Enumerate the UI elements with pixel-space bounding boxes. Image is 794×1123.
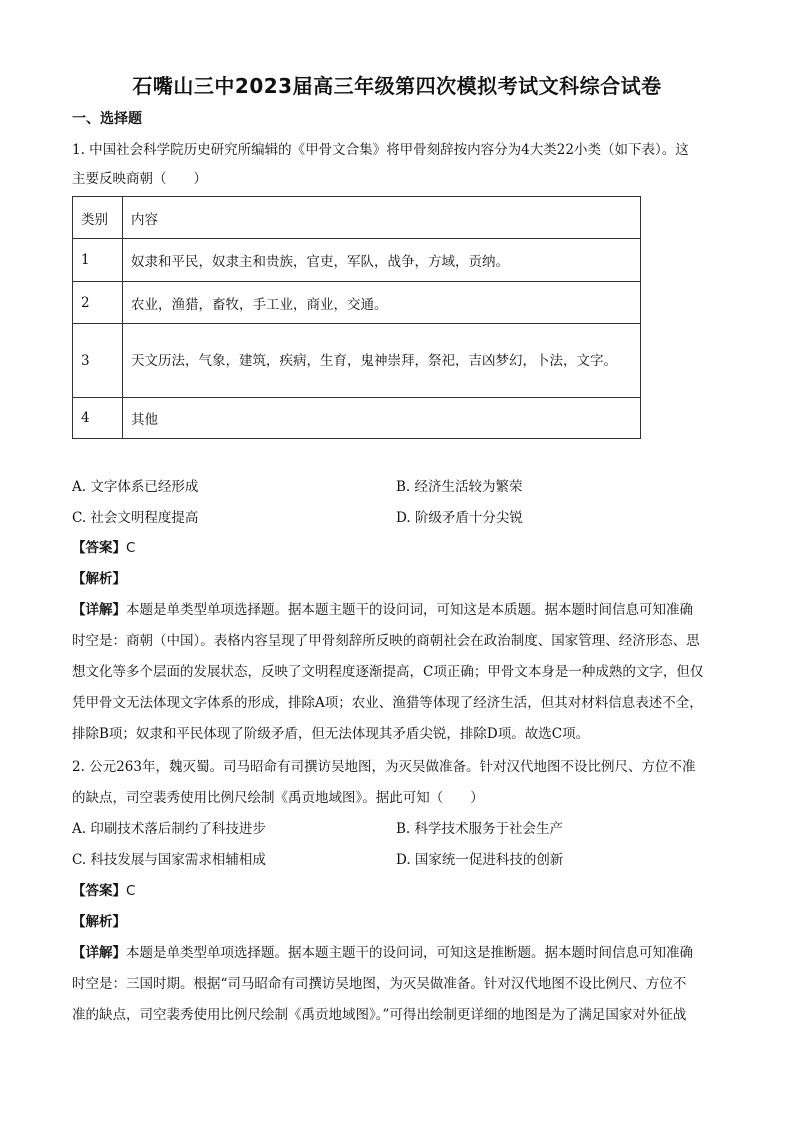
detail-tag: 【详解】 — [72, 945, 126, 961]
q1-option-c: C. 社会文明程度提高 — [72, 510, 199, 526]
q1-option-a: A. 文字体系已经形成 — [72, 479, 199, 495]
row-content: 奴隶和平民，奴隶主和贵族，官吏，军队，战争，方域，贡纳。 — [123, 239, 641, 282]
row-category: 3 — [73, 324, 123, 398]
header-category: 类别 — [73, 197, 123, 239]
answer-tag: 【答案】 — [72, 883, 126, 899]
q1-detail-line2: 时空是：商朝（中国）。表格内容呈现了甲骨刻辞所反映的商朝社会在政治制度、国家管理、经济形态、思 — [72, 633, 700, 649]
q1-stem-line2: 主要反映商朝（ ） — [72, 171, 207, 187]
q1-analysis-tag: 【解析】 — [72, 571, 126, 587]
q1-stem-line1: 1. 中国社会科学院历史研究所编辑的《甲骨文合集》将甲骨刻辞按内容分为4大类22小类（如下表）。这 — [72, 142, 689, 158]
header-content: 内容 — [123, 197, 641, 239]
q2-stem-line1: 2. 公元263年，魏灭蜀。司马昭命有司撰访吴地图，为灭吴做准备。针对汉代地图不设比例尺、方位不准 — [72, 759, 696, 775]
table-row — [73, 398, 641, 439]
answer-value: C — [126, 540, 136, 556]
answer-tag: 【答案】 — [72, 540, 126, 556]
q1-option-d: D. 阶级矛盾十分尖锐 — [396, 510, 523, 526]
q1-content-table — [72, 196, 641, 439]
q2-detail-line1 — [72, 943, 693, 963]
row-content: 农业，渔猎，畜牧，手工业，商业，交通。 — [123, 282, 641, 324]
q1-detail-line4: 凭甲骨文无法体现文字体系的形成，排除A项；农业、渔猎等体现了经济生活，但其对材料信息表述不全， — [72, 695, 703, 711]
row-content: 其他 — [123, 398, 641, 439]
row-content: 天文历法，气象，建筑，疾病，生育，鬼神崇拜，祭祀，吉凶梦幻，卜法，文字。 — [123, 324, 641, 398]
table-header-row — [73, 197, 641, 239]
table-row — [73, 324, 641, 398]
table-row — [73, 239, 641, 282]
q2-option-b: B. 科学技术服务于社会生产 — [396, 821, 564, 837]
detail-text: 本题是单类型单项选择题。据本题主题干的设问词，可知这是推断题。据本题时间信息可知准确 — [126, 945, 693, 961]
q1-detail-line1 — [72, 600, 693, 620]
q2-analysis-tag: 【解析】 — [72, 914, 126, 930]
exam-title: 石嘴山三中2023届高三年级第四次模拟考试文科综合试卷 — [132, 74, 662, 98]
q2-option-a: A. 印刷技术落后制约了科技进步 — [72, 821, 266, 837]
row-category: 2 — [73, 282, 123, 324]
q1-detail-line3: 想文化等多个层面的发展状态，反映了文明程度逐渐提高，C项正确；甲骨文本身是一种成熟的文字，但仅 — [72, 664, 704, 680]
section-heading: 一、选择题 — [72, 111, 142, 127]
detail-tag: 【详解】 — [72, 602, 126, 618]
row-category: 4 — [73, 398, 123, 439]
q2-option-d: D. 国家统一促进科技的创新 — [396, 852, 564, 868]
q1-detail-line5: 排除B项；奴隶和平民体现了阶级矛盾，但无法体现其矛盾尖锐，排除D项。故选C项。 — [72, 726, 590, 742]
q2-option-c: C. 科技发展与国家需求相辅相成 — [72, 852, 266, 868]
q1-option-b: B. 经济生活较为繁荣 — [396, 479, 523, 495]
q2-detail-line2: 时空是：三国时期。根据“司马昭命有司撰访吴地图，为灭吴做准备。针对汉代地图不设比例尺、方位不 — [72, 976, 687, 992]
row-category: 1 — [73, 239, 123, 282]
q1-answer — [72, 538, 135, 558]
table-row — [73, 282, 641, 324]
q2-stem-line2: 的缺点，司空裴秀使用比例尺绘制《禹贡地域图》。据此可知（ ） — [72, 790, 484, 806]
answer-value: C — [126, 883, 136, 899]
detail-text: 本题是单类型单项选择题。据本题主题干的设问词，可知这是本质题。据本题时间信息可知准确 — [126, 602, 693, 618]
q2-answer — [72, 881, 135, 901]
q2-detail-line3: 准的缺点，司空裴秀使用比例尺绘制《禹贡地域图》。”可得出绘制更详细的地图是为了满足国家对外征战 — [72, 1007, 687, 1023]
